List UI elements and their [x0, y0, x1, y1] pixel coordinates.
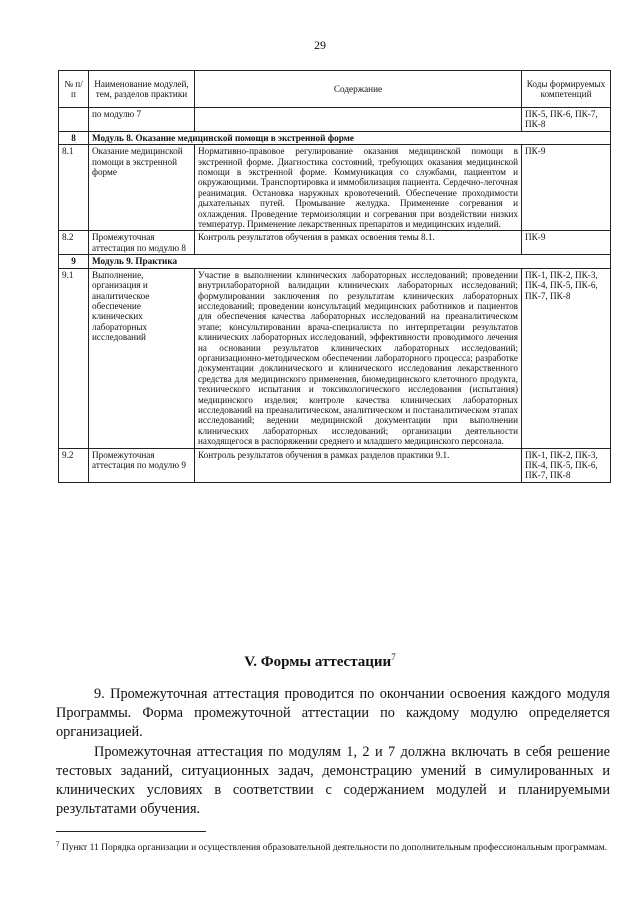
table-body — [59, 108, 611, 483]
row-codes: ПК-1, ПК-2, ПК-3, ПК-4, ПК-5, ПК-6, ПК-7, ПК-8 — [522, 448, 611, 482]
row-content: Контроль результатов обучения в рамках освоения темы 8.1. — [195, 231, 522, 255]
module-row — [59, 131, 611, 144]
row-number: 8.1 — [59, 145, 89, 231]
row-codes: ПК-9 — [522, 231, 611, 255]
section-title-text: V. Формы аттестации — [244, 654, 392, 670]
section-footnote-mark: 7 — [391, 652, 396, 662]
row-name: Промежуточная аттестация по модулю 9 — [89, 448, 195, 482]
row-content: Участие в выполнении клинических лабораторных исследований; проведении внутрилабораторной валидации клинических лабораторных исследований; формулировании заключения по результатам клинических лабораторных исследований; проведении консультаций медицинских работников и пациентов для обеспечения качества лабораторных исследований на преаналитическом этапе; консультировании врача-специалиста по интерпретации результатов клинических лабораторных исследований, эффективности проводимого лечения на основании результатов клинических лабораторных исследований; организационно-методическом обеспечении лабораторного процесса; разработке документации доклинического и клинического исследования лекарственного средства для медицинского применения, биомедицинского клеточного продукта, технического испытания и токсикологического исследования (испытания) медицинского изделия; контроле качества клинических лабораторных исследований на преаналитическом, аналитическом и постаналитическом этапах исследований; ведении медицинской документации при выполнении клинических лабораторных исследований; организации деятельности находящегося в распоряжении среднего и младшего медицинского персонала. — [195, 268, 522, 448]
row-name: Промежуточная аттестация по модулю 8 — [89, 231, 195, 255]
row-number: 8 — [59, 131, 89, 144]
row-codes: ПК-5, ПК-6, ПК-7, ПК-8 — [522, 108, 611, 132]
paragraph-1: 9. Промежуточная аттестация проводится по окончании освоения каждого модуля Программы. Форма промежуточной аттестации по каждому модулю определяется организацией. — [56, 686, 610, 740]
row-content — [195, 108, 522, 132]
footnote-separator — [56, 831, 206, 832]
row-codes: ПК-1, ПК-2, ПК-3, ПК-4, ПК-5, ПК-6, ПК-7, ПК-8 — [522, 268, 611, 448]
row-name: по модулю 7 — [89, 108, 195, 132]
curriculum-table — [58, 70, 611, 483]
row-name: Оказание медицинской помощи в экстренной форме — [89, 145, 195, 231]
header-codes: Коды формируемых компетенций — [522, 71, 611, 108]
row-content: Нормативно-правовое регулирование оказания медицинской помощи в экстренной форме. Диагностика состояний, требующих оказания медицинской помощи в экстренной форме. Коммуникация со службами, пациентом и окружающими. Транспортировка и иммобилизация пациента. Сердечно-легочная реанимация. Остановка наружных кровотечений. Обеспечение проходимости дыхательных путей. Промывание желудка. Применение согревания и охлаждения. Проведение термоизоляции и согревания при воздействии низких температур. Применение лекарственных препаратов и медицинских изделий. — [195, 145, 522, 231]
row-content: Контроль результатов обучения в рамках разделов практики 9.1. — [195, 448, 522, 482]
module-title: Модуль 9. Практика — [89, 255, 611, 268]
module-title: Модуль 8. Оказание медицинской помощи в экстренной форме — [89, 131, 611, 144]
table-row — [59, 108, 611, 132]
header-num: № п/п — [59, 71, 89, 108]
module-row — [59, 255, 611, 268]
table-row — [59, 145, 611, 231]
table-row — [59, 268, 611, 448]
row-number: 9.2 — [59, 448, 89, 482]
page-number: 29 — [314, 38, 326, 52]
row-number: 9 — [59, 255, 89, 268]
row-number: 9.1 — [59, 268, 89, 448]
header-name: Наименование модулей, тем, разделов практики — [89, 71, 195, 108]
row-name: Выполнение, организация и аналитическое обеспечение клинических лабораторных исследований — [89, 268, 195, 448]
footnote-mark: 7 — [56, 840, 60, 848]
section-title — [0, 652, 640, 671]
footnote-text: Пункт 11 Порядка организации и осуществления образовательной деятельности по дополнительным профессиональным программам. — [61, 843, 608, 854]
table-row — [59, 448, 611, 482]
row-number — [59, 108, 89, 132]
row-number: 8.2 — [59, 231, 89, 255]
paragraph-2: Промежуточная аттестация по модулям 1, 2 и 7 должна включать в себя решение тестовых заданий, ситуационных задач, демонстрацию умений в симулированных и клинических условиях в соответствии с содержанием модулей и планируемыми результатами обучения. — [56, 744, 610, 817]
row-codes: ПК-9 — [522, 145, 611, 231]
footnote — [56, 838, 610, 854]
header-content: Содержание — [195, 71, 522, 108]
table-row — [59, 231, 611, 255]
table-header-row — [59, 71, 611, 108]
